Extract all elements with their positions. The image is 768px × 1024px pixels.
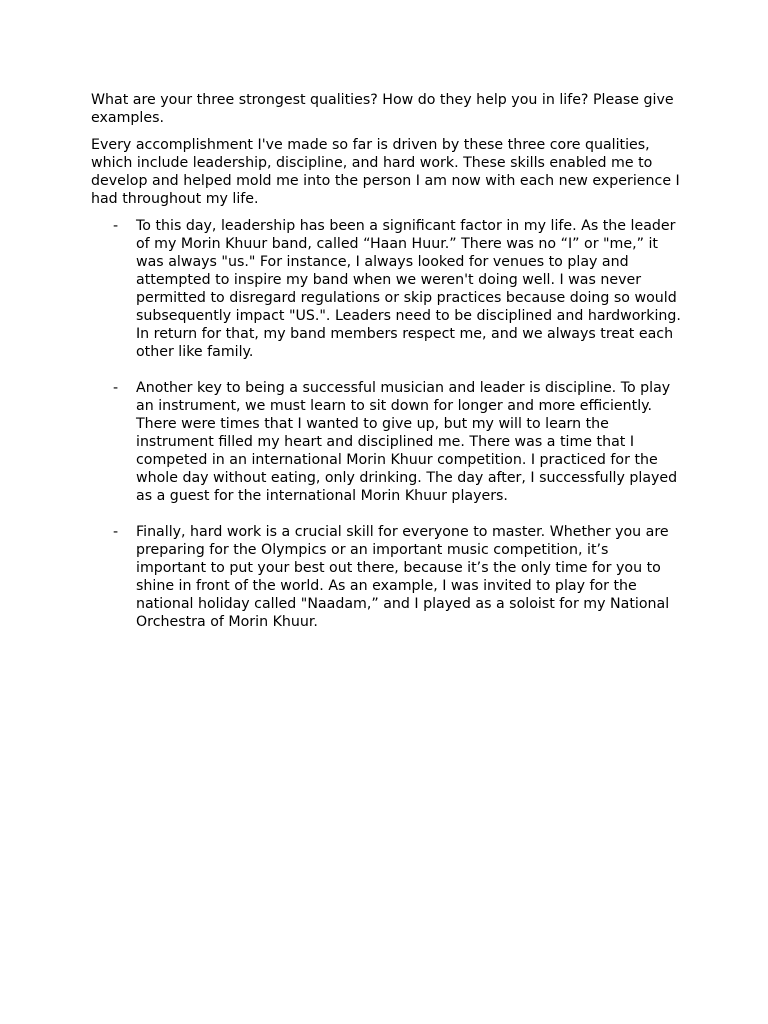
essay-question: What are your three strongest qualities? How do they help you in life? Please give examples. xyxy=(91,92,674,126)
list-item-text: Finally, hard work is a crucial skill for everyone to master. Whether you are preparing for the Olympics or an important music competition, it’s important to put your best out there, because it’s the only time for you to shine in front of the world. As an example, I was invited to play for the national holiday called "Naadam,” and I played as a soloist for my National Orchestra of Morin Khuur. xyxy=(136,524,670,630)
bullet-dash: - xyxy=(113,524,119,540)
document-body xyxy=(91,91,681,649)
qualities-list xyxy=(91,217,681,631)
intro-paragraph: Every accomplishment I've made so far is driven by these three core qualities, which include leadership, discipline, and hard work. These skills enabled me to develop and helped mold me into the person I am now with each new experience I had throughout my life. xyxy=(91,137,680,207)
list-item-leadership xyxy=(91,217,681,361)
list-item-hard-work xyxy=(91,523,681,631)
list-item-text: To this day, leadership has been a significant factor in my life. As the leader of my Morin Khuur band, called “Haan Huur.” There was no “I” or "me,” it was always "us." For instance, I always looked for venues to play and attempted to inspire my band when we weren't doing well. I was never permitted to disregard regulations or skip practices because doing so would subsequently impact "US.". Leaders need to be disciplined and hardworking. In return for that, my band members respect me, and we always treat each other like family. xyxy=(136,218,681,360)
bullet-dash: - xyxy=(113,218,119,234)
bullet-dash: - xyxy=(113,380,119,396)
list-item-text: Another key to being a successful musician and leader is discipline. To play an instrument, we must learn to sit down for longer and more efficiently. There were times that I wanted to give up, but my will to learn the instrument filled my heart and disciplined me. There was a time that I competed in an international Morin Khuur competition. I practiced for the whole day without eating, only drinking. The day after, I successfully played as a guest for the international Morin Khuur players. xyxy=(136,380,678,504)
list-item-discipline xyxy=(91,379,681,505)
